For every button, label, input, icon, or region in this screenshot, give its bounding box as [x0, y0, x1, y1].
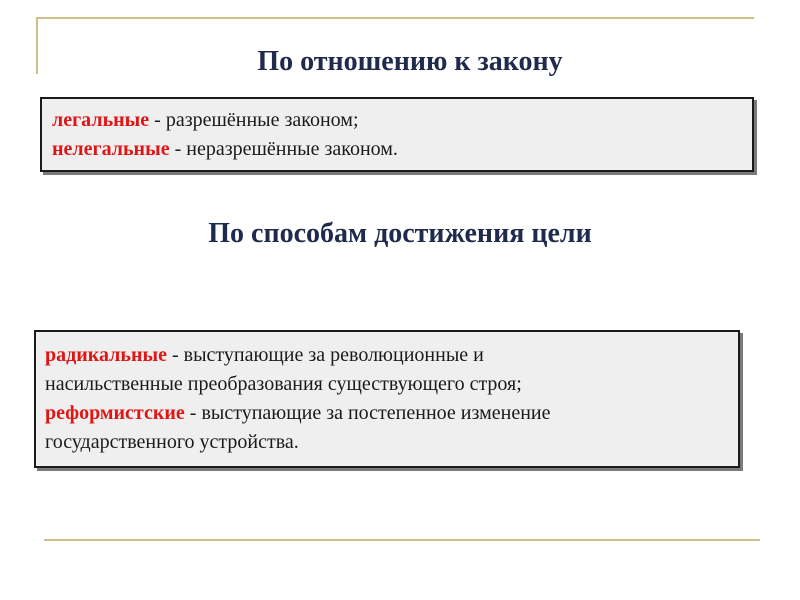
heading-by-law: По отношению к закону — [257, 46, 563, 77]
legal-line — [52, 106, 752, 135]
reform-line-continued: государственного устройства. — [45, 431, 299, 453]
method-classification-box — [34, 330, 740, 468]
law-classification-box — [40, 97, 754, 172]
frame-left-rule — [36, 17, 38, 74]
radical-description: - выступающие за революционные и — [166, 344, 484, 366]
illegal-line — [52, 135, 752, 164]
frame-bottom-rule — [44, 539, 760, 541]
legal-term: легальные — [52, 109, 150, 131]
illegal-term: нелегальные — [52, 138, 170, 160]
reform-term: реформистские — [45, 402, 185, 424]
heading-by-method: По способам достижения цели — [208, 218, 592, 249]
radical-term: радикальные — [45, 344, 167, 366]
legal-description: - разрешённые законом; — [149, 109, 359, 131]
radical-line — [45, 341, 738, 370]
reform-description: - выступающие за постепенное изменение — [184, 402, 551, 424]
reform-line — [45, 399, 738, 428]
radical-line-continued: насильственные преобразования существующего строя; — [45, 373, 522, 395]
illegal-description: - неразрешённые законом. — [169, 138, 398, 160]
frame-top-rule — [36, 17, 754, 19]
